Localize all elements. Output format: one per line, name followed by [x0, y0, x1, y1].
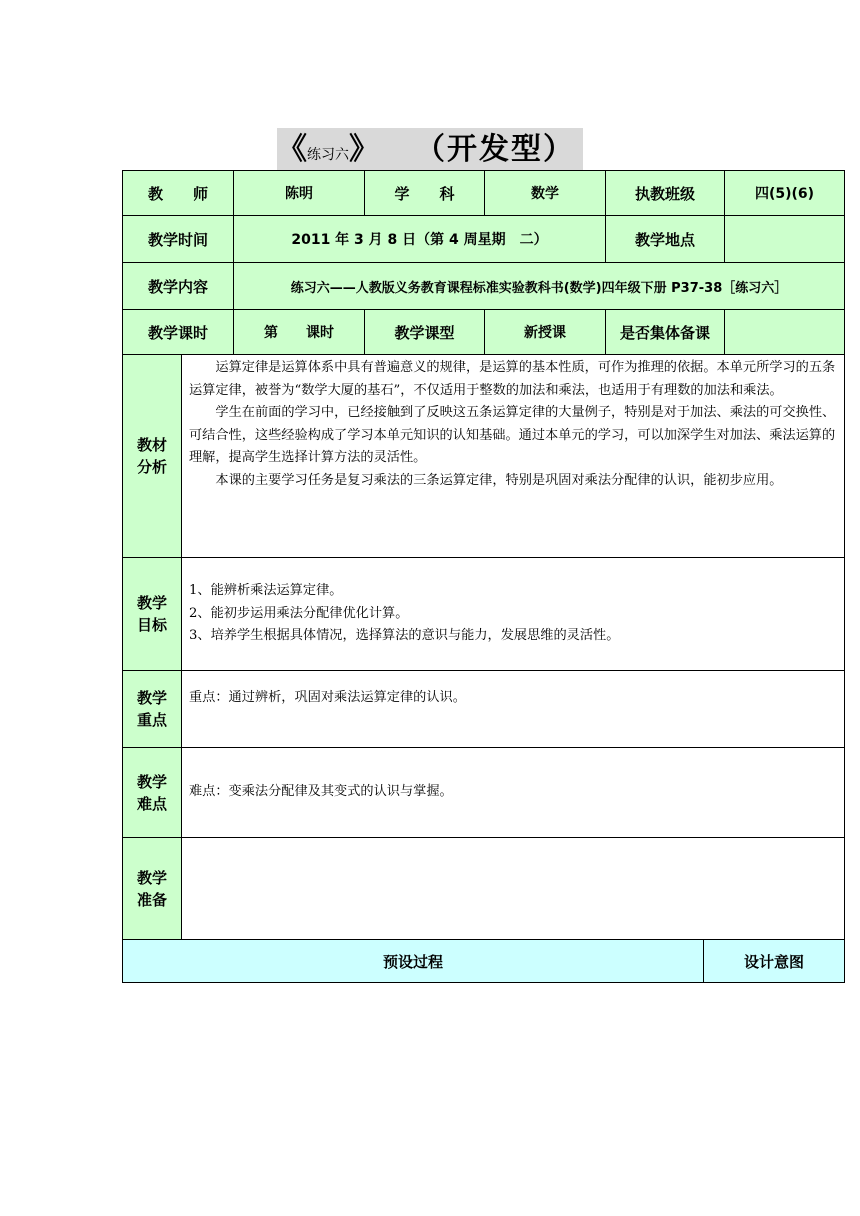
- teacher-label: 教 师: [122, 170, 234, 216]
- lesson-type-value: 新授课: [484, 309, 606, 355]
- process-header: 预设过程: [122, 939, 704, 983]
- goals-text: [181, 557, 845, 671]
- place-value: [724, 215, 845, 263]
- subject-label: 学 科: [364, 170, 485, 216]
- goal-item: 1、能辨析乘法运算定律。: [189, 583, 343, 599]
- content-value: 练习六——人教版义务教育课程标准实验教科书(数学)四年级下册 P37-38［练习六］: [233, 262, 845, 310]
- subject-value: 数学: [484, 170, 606, 216]
- period-label: 教学课时: [122, 309, 234, 355]
- lesson-type-label: 教学课型: [364, 309, 485, 355]
- analysis-text: [181, 354, 845, 558]
- title-name: 练习六: [307, 147, 349, 163]
- document-title: [277, 128, 583, 170]
- key-point-text: 重点：通过辨析，巩固对乘法运算定律的认识。: [181, 670, 845, 748]
- title-close-bracket: 》: [349, 132, 379, 167]
- lesson-plan-table: [122, 170, 845, 983]
- goal-item: 3、培养学生根据具体情况，选择算法的意识与能力，发展思维的灵活性。: [189, 628, 620, 644]
- place-label: 教学地点: [605, 215, 725, 263]
- analysis-label: 教材 分析: [122, 354, 182, 558]
- title-type: （开发型）: [415, 132, 575, 167]
- class-value: 四(5)(6): [724, 170, 845, 216]
- analysis-paragraph-2: 学生在前面的学习中，已经接触到了反映这五条运算定律的大量例子，特别是对于加法、乘法的可交换性、可结合性，这些经验构成了学习本单元知识的认知基础。通过本单元的学习，可以加深学生对加法、乘法运算的理解，提高学生选择计算方法的灵活性。: [189, 405, 836, 465]
- teacher-value: 陈明: [233, 170, 365, 216]
- period-value: 第 课时: [233, 309, 365, 355]
- time-value: 2011 年 3 月 8 日（第 4 周星期 二）: [233, 215, 606, 263]
- intent-header: 设计意图: [703, 939, 845, 983]
- key-point-label: 教学 重点: [122, 670, 182, 748]
- analysis-paragraph-1: 运算定律是运算体系中具有普遍意义的规律，是运算的基本性质，可作为推理的依据。本单元所学习的五条运算定律，被誉为“数学大厦的基石”，不仅适用于整数的加法和乘法，也适用于有理数的加法和乘法。: [189, 360, 836, 398]
- goal-item: 2、能初步运用乘法分配律优化计算。: [189, 605, 409, 621]
- collective-label: 是否集体备课: [605, 309, 725, 355]
- collective-value: [724, 309, 845, 355]
- analysis-paragraph-3: 本课的主要学习任务是复习乘法的三条运算定律，特别是巩固对乘法分配律的认识，能初步应用。: [215, 472, 783, 488]
- goals-label: 教学 目标: [122, 557, 182, 671]
- content-label: 教学内容: [122, 262, 234, 310]
- difficulty-text: 难点：变乘法分配律及其变式的认识与掌握。: [181, 747, 845, 838]
- title-open-bracket: 《: [277, 132, 307, 167]
- preparation-label: 教学 准备: [122, 837, 182, 940]
- class-label: 执教班级: [605, 170, 725, 216]
- difficulty-label: 教学 难点: [122, 747, 182, 838]
- preparation-text: [181, 837, 845, 940]
- time-label: 教学时间: [122, 215, 234, 263]
